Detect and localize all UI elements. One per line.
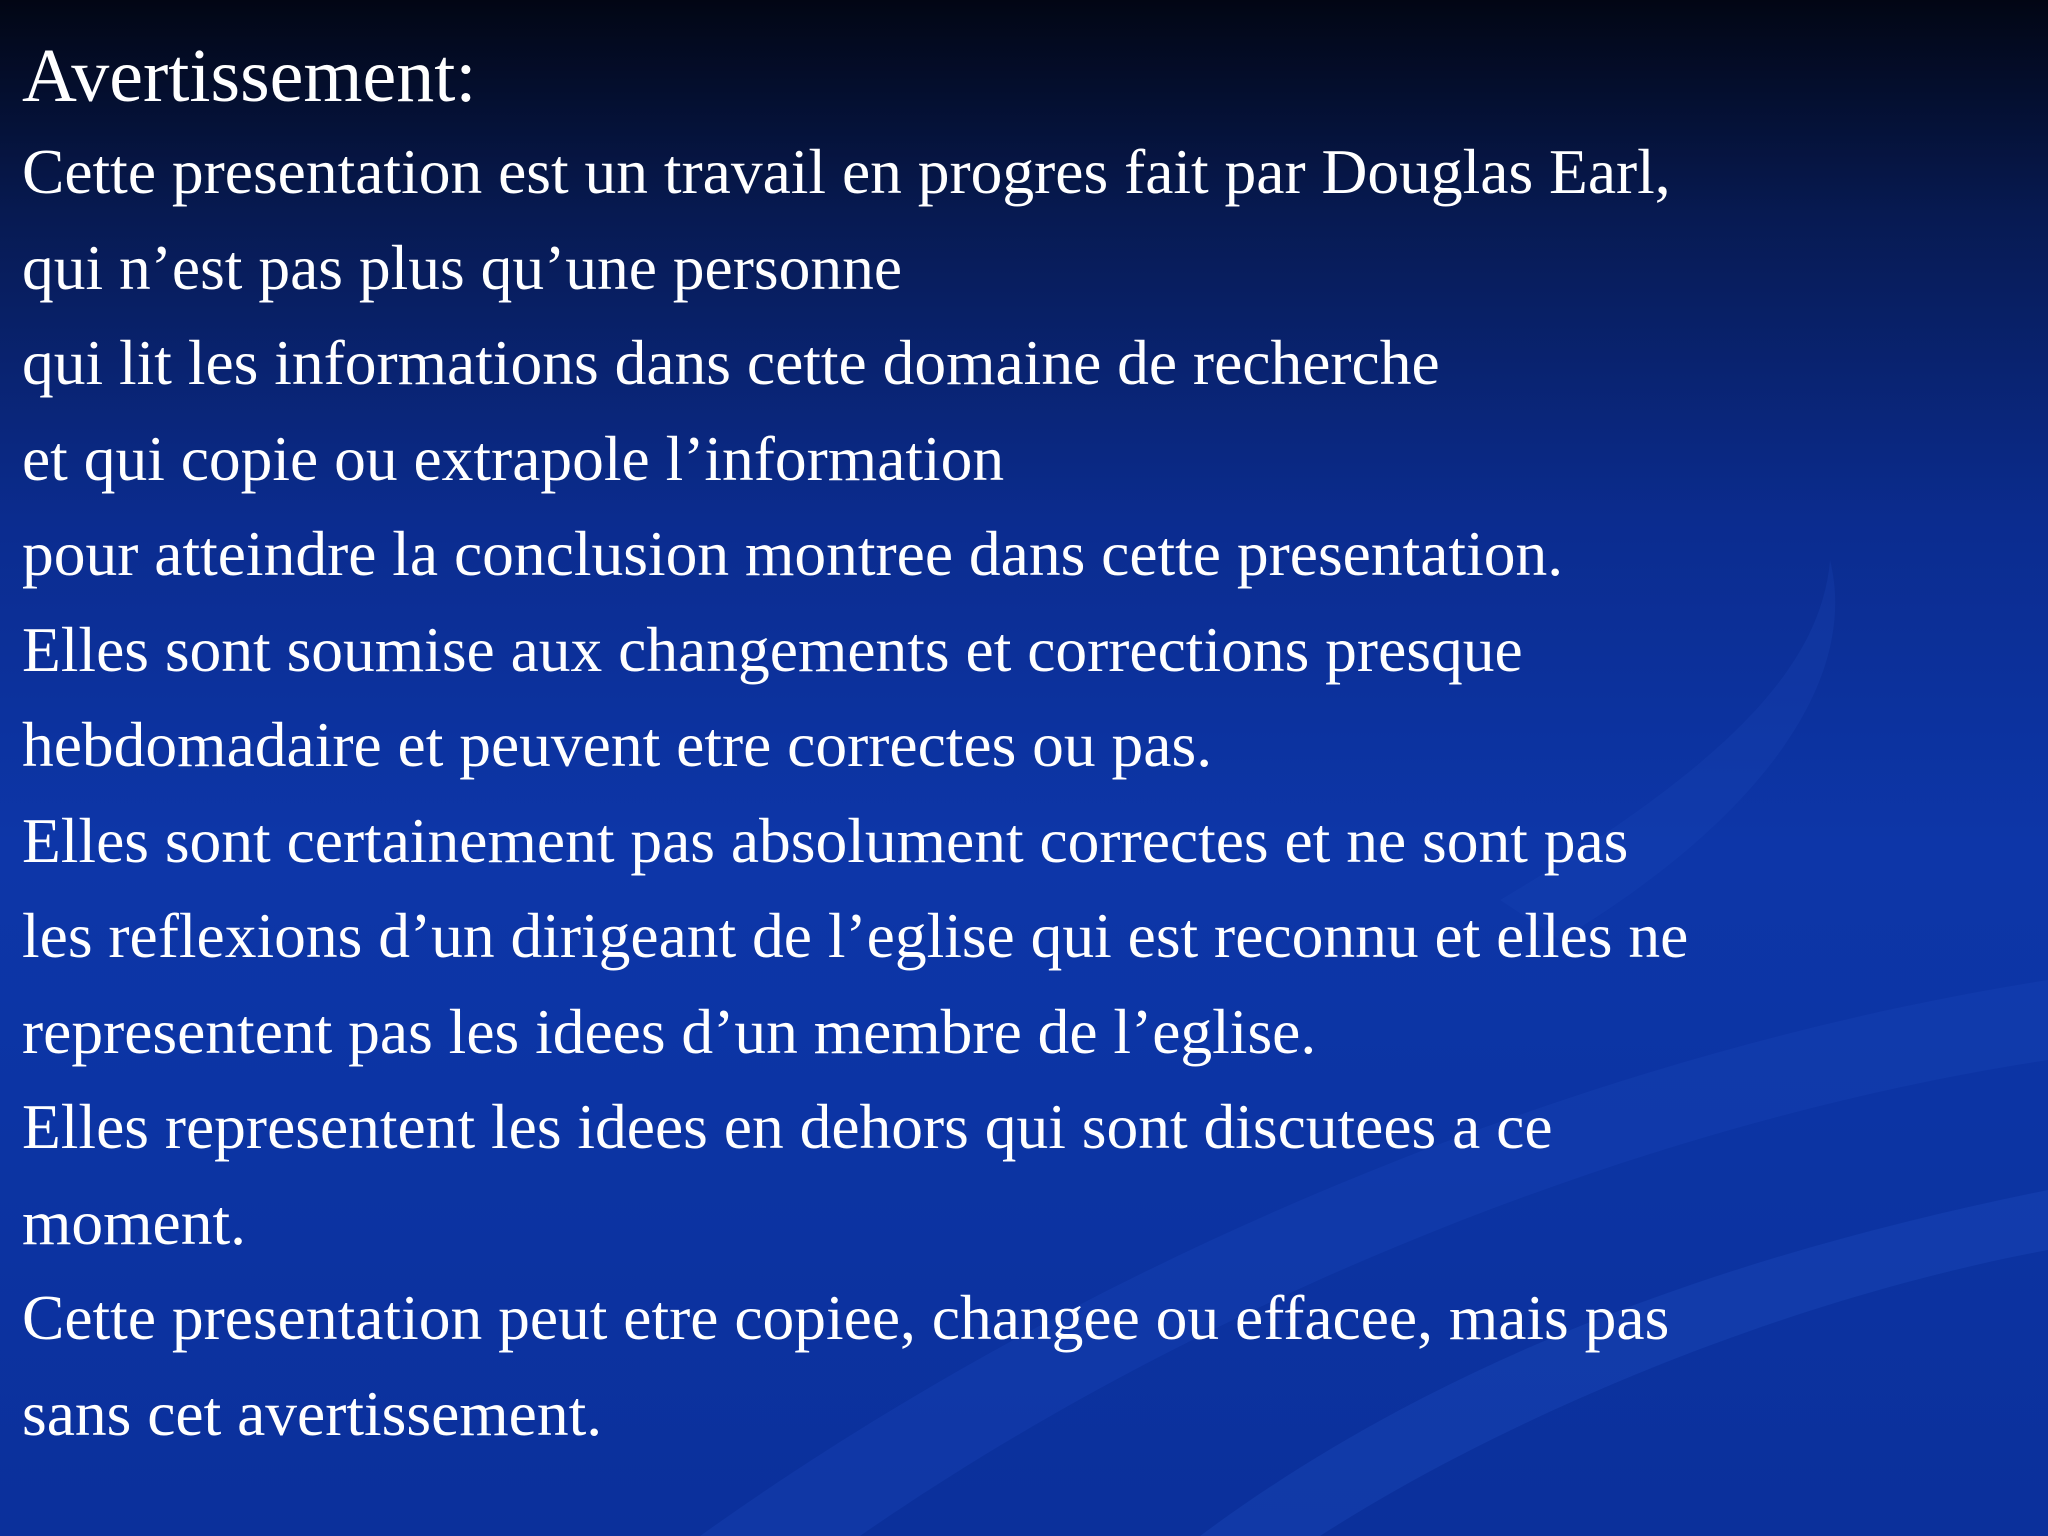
disclaimer-line: et qui copie ou extrapole l’information	[22, 422, 1005, 494]
disclaimer-line: hebdomadaire et peuvent etre correctes ou pas.	[22, 709, 1213, 780]
disclaimer-line: qui lit les informations dans cette domaine de recherche	[22, 327, 1440, 398]
disclaimer-line: sans cet avertissement.	[22, 1377, 603, 1449]
disclaimer-line: qui n’est pas plus qu’une personne	[22, 231, 903, 303]
slide-title: Avertissement:	[22, 34, 477, 118]
disclaimer-line: Elles sont certainement pas absolument correctes et ne sont pas	[22, 804, 1629, 876]
disclaimer-line: Elles representent les idees en dehors qui sont discutees a ce	[22, 1091, 1553, 1162]
disclaimer-text-block	[22, 28, 2032, 1461]
disclaimer-line: Cette presentation est un travail en progres fait par Douglas Earl,	[22, 136, 1671, 207]
disclaimer-line: moment.	[22, 1186, 246, 1258]
disclaimer-line: Cette presentation peut etre copiee, changee ou effacee, mais pas	[22, 1282, 1670, 1353]
disclaimer-line: les reflexions d’un dirigeant de l’eglise qui est reconnu et elles ne	[22, 900, 1689, 971]
disclaimer-line: pour atteindre la conclusion montree dans cette presentation.	[22, 518, 1564, 589]
disclaimer-line: representent pas les idees d’un membre de l’eglise.	[22, 995, 1317, 1067]
disclaimer-line: Elles sont soumise aux changements et corrections presque	[22, 613, 1523, 685]
